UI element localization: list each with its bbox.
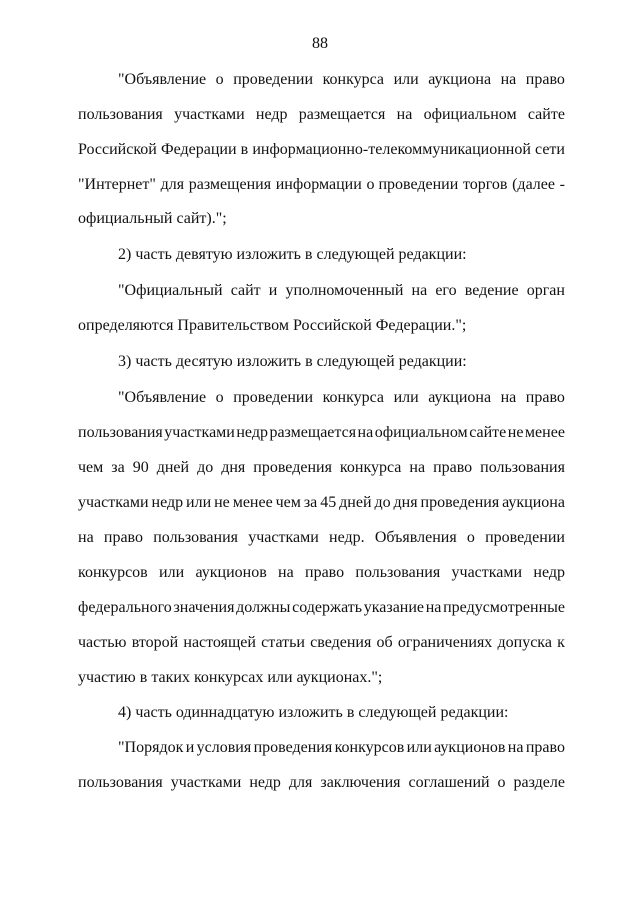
word: пользования (78, 424, 163, 441)
word: ограничениях (397, 634, 493, 651)
text-line (78, 562, 565, 584)
word: на (500, 71, 517, 88)
text-line (118, 387, 565, 409)
word: аукциона (502, 494, 565, 511)
word: право (525, 739, 565, 756)
text-line (78, 492, 565, 514)
text-line: 2) часть девятую изложить в следующей редакции: (118, 246, 467, 263)
word: проведении (233, 71, 314, 88)
word: заключения (320, 774, 401, 791)
word: право (103, 529, 143, 546)
word: и (268, 282, 278, 299)
word: дней (156, 459, 190, 476)
word: на (278, 564, 294, 581)
word: на (409, 459, 426, 476)
word: "Порядок (118, 739, 184, 756)
word: к (557, 634, 565, 651)
word: участками (174, 106, 245, 123)
text-line (78, 772, 565, 794)
word: пользования (480, 459, 565, 476)
word: - (559, 176, 565, 193)
word: дня (221, 459, 246, 476)
word: право (433, 459, 473, 476)
word: конкурсов (78, 564, 148, 581)
word: частью (78, 634, 127, 651)
word: ведение (464, 282, 519, 299)
word: допуска (497, 634, 552, 651)
word: конкурса (322, 71, 385, 88)
word: и (185, 739, 195, 756)
word: соглашений (408, 774, 490, 791)
word: или (186, 494, 212, 511)
word: (далее (512, 176, 555, 193)
text-line (78, 527, 565, 549)
word: аукционов (195, 564, 267, 581)
word: размещения (188, 176, 272, 193)
word: об (376, 634, 393, 651)
word: не (214, 494, 230, 511)
word: недр (255, 106, 288, 123)
word: федерального (78, 599, 172, 616)
word: недр. (329, 529, 365, 546)
word: проведения (420, 494, 500, 511)
word: недр (249, 774, 281, 791)
word: аукциона (428, 71, 492, 88)
word: его (435, 282, 457, 299)
word: или (393, 71, 419, 88)
word: аукционов (434, 739, 506, 756)
word: или (393, 389, 419, 406)
text-line: официальный сайт)."; (78, 210, 227, 227)
word: сайте (469, 424, 507, 441)
word: менее (232, 494, 273, 511)
word: орган (526, 282, 565, 299)
word: на (425, 599, 442, 616)
word: содержать (292, 599, 363, 616)
word: "Официальный (118, 282, 223, 299)
text-line (118, 280, 565, 302)
text-line (118, 69, 565, 91)
word: значения (173, 599, 235, 616)
word: дней (339, 494, 372, 511)
word: проведения (253, 739, 333, 756)
word: конкурса (322, 389, 385, 406)
word: право (525, 71, 565, 88)
word: размещается (298, 106, 386, 123)
word: предусмотренные (443, 599, 565, 616)
word: до (197, 459, 214, 476)
word: или (159, 564, 185, 581)
word: разделе (513, 774, 565, 791)
word: о (215, 71, 224, 88)
text-line: 4) часть одиннадцатую изложить в следующей редакции: (118, 704, 509, 721)
word: участками (164, 424, 235, 441)
word: конкурсов (334, 739, 405, 756)
word: Объявления (374, 529, 457, 546)
word: официальном (374, 424, 468, 441)
word: информационно-телекоммуникационной (252, 141, 531, 158)
word: сайте (527, 106, 565, 123)
word: информации (275, 176, 362, 193)
word: проведении (233, 389, 314, 406)
word: сети (535, 141, 565, 158)
word: дня (393, 494, 418, 511)
word: Российской (78, 141, 157, 158)
word: конкурса (339, 459, 402, 476)
word: на (78, 529, 94, 546)
word: статьи (261, 634, 305, 651)
word: чем (78, 459, 104, 476)
word: участками (248, 529, 319, 546)
word: на (396, 106, 413, 123)
text-line: определяются Правительством Российской Федерации."; (78, 317, 467, 334)
word: до (374, 494, 391, 511)
word: пользования (78, 106, 163, 123)
word: пользования (153, 529, 239, 546)
text-line (78, 174, 565, 196)
word: право (305, 564, 345, 581)
word: 45 (320, 494, 337, 511)
word: участками (170, 774, 242, 791)
word: на (357, 424, 374, 441)
word: "Объявление (118, 389, 207, 406)
word: условия (196, 739, 252, 756)
word: второй (131, 634, 179, 651)
word: сайт (230, 282, 261, 299)
word: о проведении (366, 176, 459, 193)
word: недр (236, 424, 268, 441)
word: сведения (310, 634, 372, 651)
word: размещается (269, 424, 357, 441)
text-line (78, 422, 565, 444)
word: официальном (423, 106, 517, 123)
text-line: участию в таких конкурсах или аукционах."; (78, 669, 383, 686)
word: для (160, 176, 185, 193)
word: за (303, 494, 318, 511)
word: аукциона (428, 389, 492, 406)
word: о (466, 529, 475, 546)
word: за (111, 459, 125, 476)
word: проведения (253, 459, 332, 476)
word: проведении (485, 529, 565, 546)
page-number: 88 (312, 35, 328, 52)
word: "Интернет" (78, 176, 156, 193)
word: для (288, 774, 313, 791)
word: настоящей (183, 634, 256, 651)
text-line (78, 597, 565, 619)
word: не (507, 424, 524, 441)
word: участками (78, 494, 149, 511)
word: о (497, 774, 506, 791)
word: менее (524, 424, 565, 441)
word: на (411, 282, 428, 299)
word: чем (275, 494, 301, 511)
text-line (78, 457, 565, 479)
word: пользования (355, 564, 441, 581)
text-line (78, 632, 565, 654)
word: участками (451, 564, 523, 581)
word: на (507, 739, 524, 756)
word: в (240, 141, 249, 158)
word: должны (236, 599, 291, 616)
word: торгов (462, 176, 508, 193)
word: право (525, 389, 565, 406)
word: недр (151, 494, 184, 511)
text-line (118, 737, 565, 759)
word: уполномоченный (285, 282, 404, 299)
word: указание (363, 599, 425, 616)
word: недр (533, 564, 565, 581)
text-line (78, 139, 565, 161)
word: 90 (132, 459, 149, 476)
text-line (78, 104, 565, 126)
word: Федерации (160, 141, 237, 158)
word: пользования (78, 774, 163, 791)
word: или (406, 739, 432, 756)
text-line: 3) часть десятую изложить в следующей редакции: (118, 353, 467, 370)
word: "Объявление (118, 71, 207, 88)
word: о (215, 389, 224, 406)
word: на (500, 389, 517, 406)
